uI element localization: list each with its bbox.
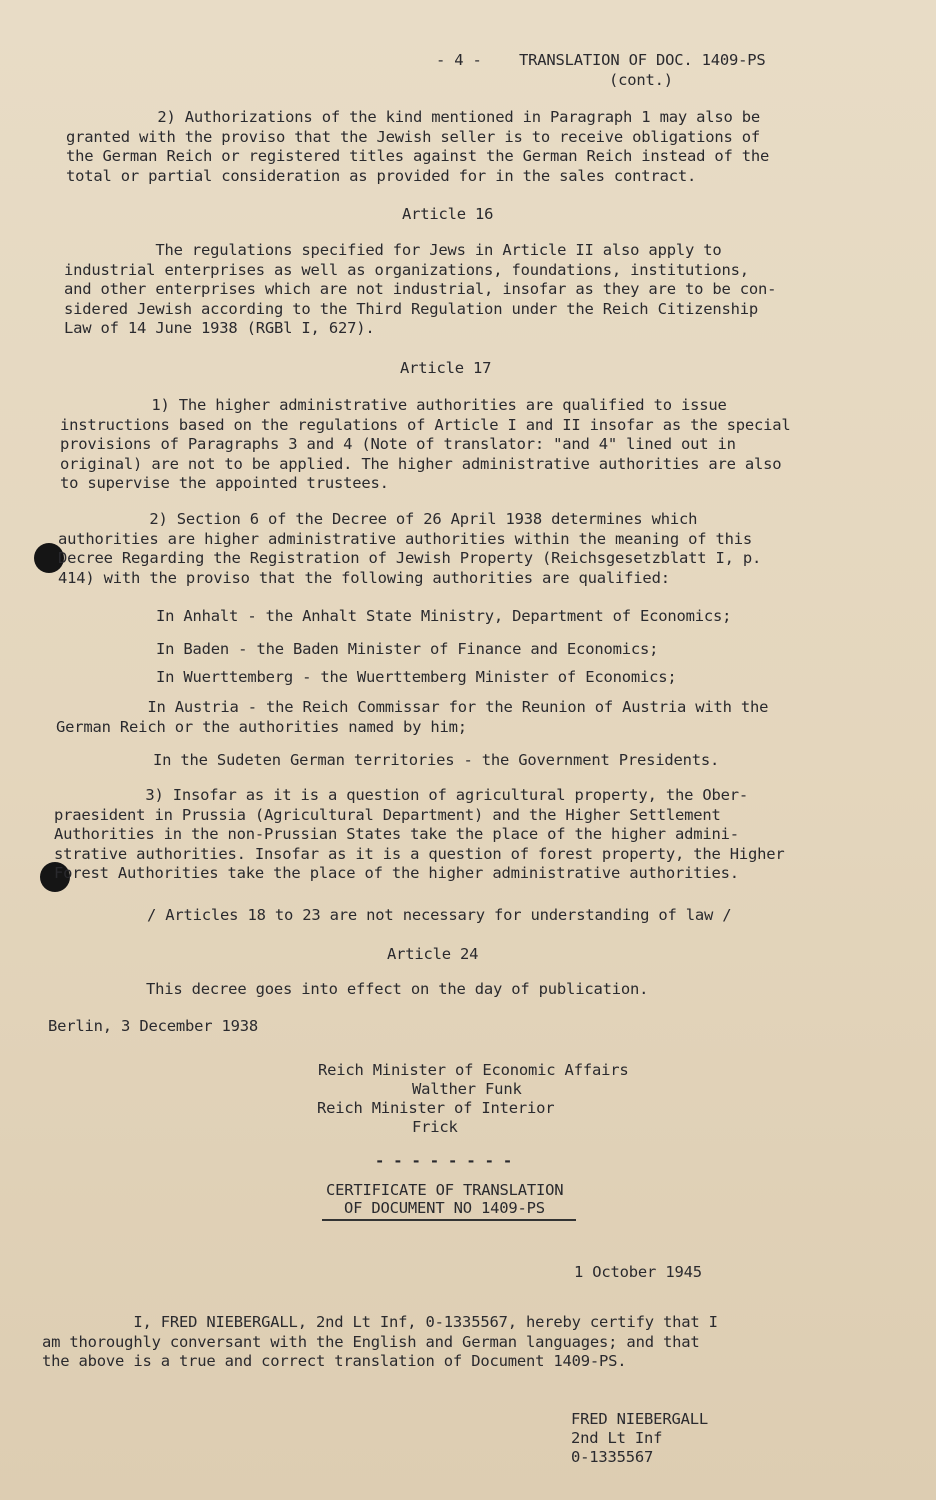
text-line: granted with the proviso that the Jewish seller is to receive obligations of (66, 127, 761, 146)
text-line: In Austria - the Reich Commissar for the Reunion of Austria with the (56, 698, 769, 716)
paragraph-art17-3 (54, 786, 785, 884)
heading-article-17: Article 17 (400, 359, 492, 377)
heading-article-16: Article 16 (402, 205, 494, 223)
text-line: The regulations specified for Jews in Article II also apply to (64, 241, 722, 259)
signature-name-frick: Frick (412, 1118, 458, 1136)
text-line: and other enterprises which are not industrial, insofar as they are to be con- (64, 280, 777, 298)
text-line: authorities are higher administrative authorities within the meaning of this (58, 529, 753, 548)
text-line: I, FRED NIEBERGALL, 2nd Lt Inf, 0-1335567, hereby certify that I (42, 1313, 718, 1331)
document-title-cont: (cont.) (609, 71, 673, 89)
text-line: original) are not to be applied. The higher administrative authorities are also (60, 454, 782, 473)
text-line: industrial enterprises as well as organizations, foundations, institutions, (64, 260, 749, 279)
authority-baden: In Baden - the Baden Minister of Finance and Economics; (156, 640, 659, 658)
heading-article-24: Article 24 (387, 945, 479, 963)
signature-title-interior: Reich Minister of Interior (317, 1099, 555, 1117)
text-line: praesident in Prussia (Agricultural Department) and the Higher Settlement (54, 805, 721, 824)
signature-name-funk: Walther Funk (412, 1080, 522, 1098)
text-line: instructions based on the regulations of Article I and II insofar as the special (60, 415, 791, 434)
text-line: total or partial consideration as provided for in the sales contract. (66, 166, 697, 185)
text-line: 2) Section 6 of the Decree of 26 April 1938 determines which (58, 510, 698, 528)
text-line: 3) Insofar as it is a question of agricultural property, the Ober- (54, 786, 749, 804)
paragraph-art24: This decree goes into effect on the day of publication. (146, 980, 649, 998)
authority-wuerttemberg: In Wuerttemberg - the Wuerttemberg Minister of Economics; (156, 668, 677, 686)
text-line: 2) Authorizations of the kind mentioned in Paragraph 1 may also be (66, 108, 761, 126)
certifier-name: FRED NIEBERGALL (571, 1410, 708, 1428)
signature-title-economics: Reich Minister of Economic Affairs (318, 1061, 629, 1079)
text-line: Authorities in the non-Prussian States take the place of the higher admini- (54, 825, 739, 843)
text-line: 414) with the proviso that the following authorities are qualified: (58, 568, 670, 587)
document-title: TRANSLATION OF DOC. 1409-PS (519, 51, 766, 69)
paragraph-art17-2 (58, 510, 761, 588)
text-line: sidered Jewish according to the Third Regulation under the Reich Citizenship (64, 299, 759, 318)
paragraph-art15-2 (66, 108, 769, 186)
certifier-rank: 2nd Lt Inf (571, 1429, 663, 1447)
text-line: Decree Regarding the Registration of Jewish Property (Reichsgesetzblatt I, p. (58, 549, 762, 567)
text-line: the German Reich or registered titles against the German Reich instead of the (66, 147, 770, 165)
paragraph-art16 (64, 241, 776, 339)
text-line: am thoroughly conversant with the English and German languages; and that (42, 1332, 700, 1351)
certifier-serial: 0-1335567 (571, 1448, 654, 1466)
text-line: Law of 14 June 1938 (RGBl I, 627). (64, 319, 375, 337)
text-line: to supervise the appointed trustees. (60, 474, 389, 492)
certificate-statement (42, 1313, 718, 1372)
divider-dashes: - - - - - - - - (375, 1152, 512, 1170)
text-line: strative authorities. Insofar as it is a question of forest property, the Higher (54, 844, 785, 863)
text-line: the above is a true and correct translation of Document 1409-PS. (42, 1352, 627, 1370)
authority-sudeten: In the Sudeten German territories - the Government Presidents. (153, 751, 720, 769)
place-and-date: Berlin, 3 December 1938 (48, 1017, 259, 1035)
page-number: - 4 - (436, 51, 482, 69)
omitted-articles-note: / Articles 18 to 23 are not necessary for understanding of law / (147, 906, 732, 924)
text-line: provisions of Paragraphs 3 and 4 (Note of translator: "and 4" lined out in (60, 435, 736, 453)
certificate-underline (322, 1219, 576, 1221)
text-line: German Reich or the authorities named by him; (56, 717, 467, 736)
text-line: 1) The higher administrative authorities are qualified to issue (60, 396, 727, 414)
authority-anhalt: In Anhalt - the Anhalt State Ministry, Department of Economics; (156, 607, 732, 625)
certificate-doc-no: OF DOCUMENT NO 1409-PS (344, 1199, 545, 1217)
certificate-title: CERTIFICATE OF TRANSLATION (326, 1181, 564, 1199)
text-line: Forest Authorities take the place of the higher administrative authorities. (54, 864, 739, 882)
paragraph-art17-1 (60, 396, 791, 494)
authority-austria (56, 698, 768, 737)
certificate-date: 1 October 1945 (574, 1263, 702, 1281)
